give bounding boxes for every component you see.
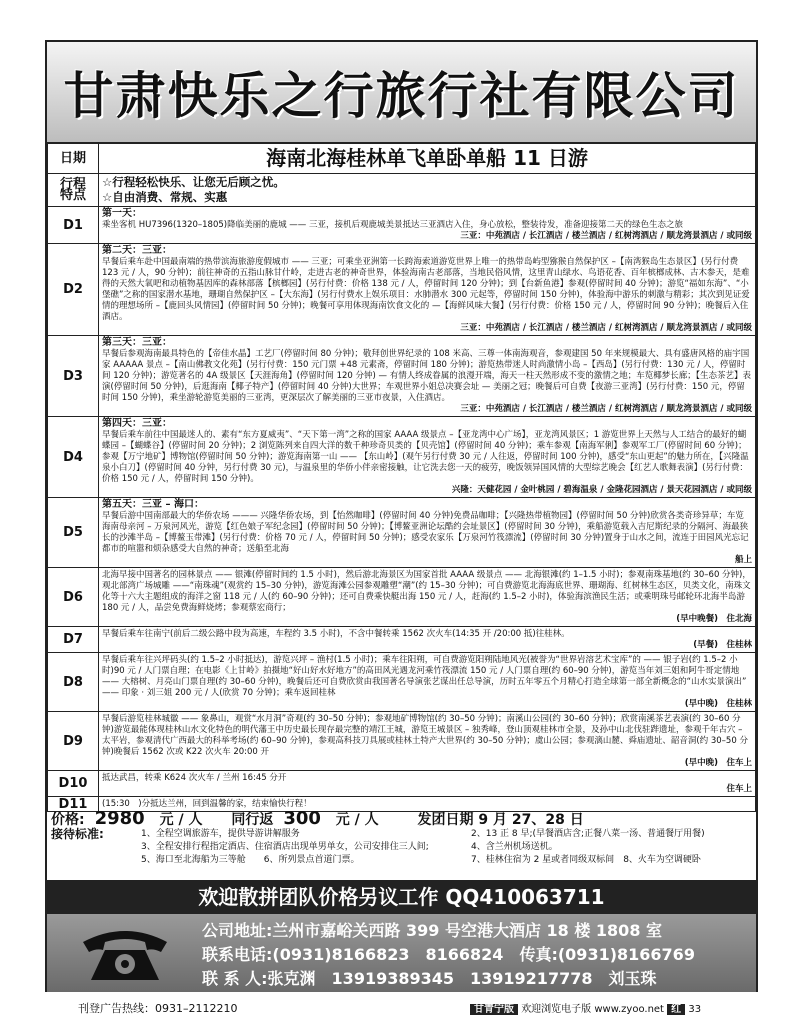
price-label: 价格:: [51, 812, 85, 828]
day-hotels: 住车上: [726, 784, 752, 794]
page-badge: 红: [667, 1004, 685, 1015]
header-banner: [47, 42, 756, 144]
day-content: [99, 417, 756, 498]
day-content: [99, 568, 756, 627]
contact-phone: 联系电话:(0931)8166823 8166824 传真:(0931)8166769: [202, 945, 695, 964]
day-hotels: 三亚：中苑酒店 / 长江酒店 / 楼兰酒店 / 红树湾酒店 / 顺龙湾景酒店 / 或同级: [460, 404, 752, 414]
day-content: [99, 627, 756, 653]
page-number: 33: [688, 1004, 702, 1015]
price-unit: 元 / 人: [159, 812, 203, 828]
features-cell: [99, 174, 756, 207]
day-row: [48, 498, 756, 568]
day-text: 早餐后乘车赴中国最南端的热带滨海旅游度假城市 —— 三亚；可乘坐亚洲第一长跨海索道游览世界上唯一的热带岛屿型猕猴自然保护区 –【南湾猴岛生态景区】(另行付费 123 元 / 人，90 分钟)；前往神奇的五指山脉甘什岭，走进古老的神奇世界，体验海南古老部落，当地民俗风情，这里青山绿水、鸟语花香、百年槟榔成林、古木参天，是难得的天然大氧吧和动植物基因库的森林部落【槟榔园】(另行付费：价格 138 元 / 人，停留时间 120 分钟)；到【台新鱼港】参观(停留时间 40 分钟)；游览“福如东海”、“小堡礁”之称的国家潜水基地，珊瑚自然保护区 –【大东海】(另行付费水上娱乐项目：水肺潜水 300 元起等，停留时间 150 分钟)，体验海中游乐的刺激与精彩；其次到见证爱情的理想场所 –【鹿回头风情园】(停留时间 50 分钟)；晚餐可享用体现海南饮食文化的 —【海鲜风味大餐】(另行付费：价格 150 元 / 人，停留时间 90 分钟)；晚餐后入住酒店。: [102, 257, 750, 322]
day-content: [99, 207, 756, 244]
standards-title: 接待标准:: [51, 827, 104, 841]
day-content: [99, 653, 756, 712]
contact-address: 公司地址:兰州市嘉峪关西路 399 号空港大酒店 18 楼 1808 室: [202, 921, 663, 940]
standards: [51, 828, 755, 867]
day-content: [99, 498, 756, 568]
day-hotels: 船上: [734, 555, 752, 565]
day-hotels: (早中晚) 住桂林: [684, 699, 752, 709]
day-label: D7: [48, 627, 99, 653]
day-label: D8: [48, 653, 99, 712]
day-row: [48, 417, 756, 498]
days-body: [48, 207, 756, 812]
day-text: 早餐后游中国南部最大的华侨农场 ——— 兴隆华侨农场，到【怡然咖啡】(停留时间 40 分钟)免费品咖啡；【兴隆热带植物园】(停留时间 50 分钟)欣赏各类奇珍异草；车览海南母亲河 – 万泉河风光，游览【红色娘子军纪念园】(停留时间 50 分钟)；【博鳌亚洲论坛酷约会址景区】(停留时间 30 分钟)，乘船游览载入吉尼斯纪录的分隔河、海最狭长的沙滩半岛 –【博鳌玉带滩】(另行付费：价格 70 元 / 人，停留时间 50 分钟)；感受农家乐【万泉河竹筏漂流】(停留时间 30 分钟)置身于山水之间，流连于田园风光忘记都市的喧嚣和烦杂感受大自然的神奇；送船至北海: [102, 511, 749, 554]
day-hotels: 兴隆：天健花园 / 金叶桃园 / 碧海温泉 / 金隆花园酒店 / 景天花园酒店 / 或同级: [451, 485, 752, 495]
ad-frame: [45, 40, 758, 992]
day-label: D11: [48, 797, 99, 812]
day-hotels: (早餐) 住桂林: [693, 640, 752, 650]
features-label: 行程 特点: [48, 174, 99, 207]
day-label: D2: [48, 244, 99, 336]
day-text: 早餐后参观海南最具特色的【帝佳水晶】工艺厂(停留时间 80 分钟)；敬拜创世界纪录的 108 米高、三尊一体南海观音，参观建国 50 年来规模最大、具有盛唐风格的庙宇国家 AAAAA 景点 –【南山佛教文化苑】(另行付费：150 元门票 +48 元素斋，停留时间 180 分钟)；游览热带迷人时尚激情小岛 –【西岛】(另行付费：130 元 / 人，停留时间 120 分钟)；游览著名的 4A 级景区【天涯海角】(停留时间 120 分钟) — 有情人终成眷属的浪漫开端，海天一柱天然形成不变的激情之地；车览椰梦长廊；【生态茶艺】表演(停留时间 50 分钟)，后逛海南【椰子特产】(停留时间 40 分钟)大世界；车观世界小姐总决赛会址 — 美丽之冠；晚餐后可自费【夜游三亚湾】(另行付费：150 元，停留时间 150 分钟)，乘坐游轮游览美丽的三亚湾，更深层次了解美丽的三亚市夜景，入住酒店。: [102, 349, 751, 403]
telephone-icon: [75, 920, 175, 986]
date-label: 日期: [48, 143, 99, 174]
day-hotels: 三亚：中苑酒店 / 长江酒店 / 楼兰酒店 / 红树湾酒店 / 顺龙湾景酒店 / 或同级: [460, 323, 752, 333]
day-hotels: (早中晚餐) 住北海: [676, 614, 752, 624]
route-title: 海南北海桂林单飞单卧单船 11 日游: [266, 146, 588, 170]
day-row: [48, 627, 756, 653]
day-content: [99, 336, 756, 417]
day-label: D1: [48, 207, 99, 244]
companion-value: 300: [283, 808, 321, 829]
standard-item: 1、全程空调旅游车，提供导游讲解服务: [141, 829, 300, 839]
day-text: (15:30 )分抵达兰州，回到温馨的家，结束愉快行程！: [102, 799, 312, 809]
itinerary-table: [47, 142, 756, 812]
route-title-cell: [99, 143, 756, 174]
footer-brand: [470, 1000, 701, 1015]
day-title: 第一天：: [102, 208, 142, 219]
tagline: 欢迎浏览电子版 www.zyoo.net: [521, 1004, 664, 1015]
day-text: 早餐后游览桂林城徽 —— 象鼻山，观赏“水月洞”奇观(约 30–50 分钟)；参观地矿博物馆(约 30–50 分钟)；南溪山公园(约 30–60 分钟)；欣赏南溪茶艺表演(约 30–60 分钟)游览最能体现桂林山水文化特色的明代藩王中历史最长现存最完整的靖江王城，游览王城景区 – 独秀峰，登山顶观桂林市全景，及孙中山北伐驻跸遗址，参观千年古穴 – 太平岩，参观清代广西最大的科举考场(约 60–90 分钟)，参观高科技刀具展或桂林土特产大世界(约 30–50 分钟)；虞山公园；参观漓山麓、舜庙遗址、韶音洞(约 30–50 分钟)晚餐后 1562 次或 K22 次火车 20:00 开: [102, 714, 748, 757]
companion-unit: 元 / 人: [335, 812, 379, 828]
day-title: 第二天：三亚：: [102, 245, 172, 256]
companion-label: 同行返: [231, 812, 274, 828]
day-text: 抵达武昌，转乘 K624 次火车 / 兰州 16:45 分开: [102, 773, 287, 783]
welcome-banner: 欢迎散拼团队价格另议工作 QQ410063711: [47, 880, 756, 914]
day-label: D6: [48, 568, 99, 627]
price-value: 2980: [94, 808, 145, 829]
day-label: D5: [48, 498, 99, 568]
day-text: 北海早接中国著名的园林景点 —— 银滩(停留时间约 1.5 小时)，然后游北海景区为国家首批 AAAA 级景点 —— 北海银滩(约 1–1.5 小时)；参观南珠基地(约 30–60 分钟)，观北部湾广场城雕 ——“南珠魂”(观赏约 15–30 分钟)，游览海滩公园参观雕塑“潮”(约 15–30 分钟)；可自费游览北海海底世界、珊瑚海、红树林生态区，贝类文化，南珠文化等十六大主题组成的海洋之窗 118 元 / 人(约 60–90 分钟)；还可自费乘快艇出海 150 元 / 人，赶海(约 1.5–2 小时)，体验海滨渔民生活；或乘明珠号邮轮环北海半岛游 180 元 / 人，品尝免费海鲜烧烤；参观蔡宏商行；: [102, 570, 751, 613]
day-label: D9: [48, 712, 99, 771]
day-title: 第四天：三亚：: [102, 418, 172, 429]
day-row: [48, 653, 756, 712]
ad-hotline: 刊登广告热线：0931–2112210: [78, 1002, 238, 1015]
day-text: 早餐后乘车前往中国最迷人的、素有“东方夏威夷”、“天下第一湾”之称的国家 AAAA 级景点 –【亚龙湾中心广场】，亚龙湾风景区；1 游览世界上天然与人工结合的最好的蝴蝶园 –【蝴蝶谷】(停留时间 20 分钟)；2 浏览陈列来自四大洋的数千种珍奇贝类的【贝壳馆】(停留时间 40 分钟)；乘车参观【南海军俐】参观军工厂(停留时间 60 分钟)；参观【万宁地矿】博物馆(停留时间 50 分钟)；游览海南第一山 —— 【东山岭】(观午另行付费 30 元 / 人往返，停留时间 100 分钟)，感受“东山更起”的魅力所在，【兴隆温泉小白刀】(停留时间 40 分钟，另行付费 30 元)，与温泉里的华侨小伴亲密接触，让它洗去您一天的疲劳，晚饭领异国风情的大型综艺晚会【红艺人歌舞表演】(另行付费：价格 150 元 / 人，停留时间 150 分钟)。: [102, 430, 749, 484]
day-hotels: 三亚：中苑酒店 / 长江酒店 / 楼兰酒店 / 红树湾酒店 / 顺龙湾景酒店 / 或同级: [460, 231, 752, 241]
day-label: D10: [48, 771, 99, 797]
day-title: 第五天：三亚 – 海口：: [102, 499, 204, 510]
standard-item: 5、海口至北海船为三等舱 6、所列景点首道门票。: [141, 855, 360, 865]
day-label: D4: [48, 417, 99, 498]
standard-item: 2、13 正 8 早;(早餐酒店含;正餐八菜一汤、普通餐厅用餐): [471, 829, 705, 839]
day-row: [48, 336, 756, 417]
company-name: 甘肃快乐之行旅行社有限公司: [63, 67, 740, 125]
day-title: 第三天：三亚：: [102, 337, 172, 348]
day-text: 早餐后乘车往南宁(前后二级公路中段为高速，车程约 3.5 小时)，不含中餐转乘 1562 次火车(14:35 开 /20:00 抵)往桂林。: [102, 629, 570, 639]
feature-2: ☆自由消费、常规、实惠: [102, 190, 228, 204]
day-text: 乘坐客机 HU7396(1320–1805)降临美丽的鹿城 —— 三亚，接机后观鹿城美景抵达三亚酒店入住，身心放松，整装待发，准备迎接第二天的绿色生态之旅: [102, 220, 684, 230]
day-content: [99, 771, 756, 797]
day-label: D3: [48, 336, 99, 417]
standard-item: 4、含兰州机场送机。: [471, 842, 558, 852]
feature-1: ☆行程轻松快乐、让您无后顾之忧。: [102, 175, 285, 189]
contact-person: 联 系 人:张克渊 13919389345 13919217778 刘玉珠: [202, 969, 657, 988]
day-text: 早餐后乘车往兴坪码头(约 1.5–2 小时抵达)，游览兴坪 – 渔村(1.5 小时)；乘车往阳朔，可自费游览阳朔陆地风光(被誉为“世界岩溶艺术宝库”的 —— 银子岩(约 1.5–2 小时)90 元 / 人门票自理；在电影《上甘岭》拍摄地“好山好水好地方”的高田风光遇龙河乘竹筏漂流 150 元 / 人门票自理(约 60–90 分钟)，游览当年刘三姐和阿牛哥定情地 —— 大榕树、月亮山门票自理(约 30–60 分钟)，晚餐后还可自费欣赏由我国著名导演张艺谋出任总导演，历时五年零五个月精心打造全球第一部全新概念的“山水实景演出” —— 印象 · 刘三姐 200 元 / 人(欣赏 70 分钟)；乘车返回桂林: [102, 655, 747, 698]
day-content: [99, 712, 756, 771]
standard-item: 3、全程安排行程指定酒店、住宿酒店出现单男单女，公司安排住三人间;: [141, 842, 429, 852]
day-row: [48, 771, 756, 797]
day-hotels: (早中晚) 住车上: [684, 758, 752, 768]
day-row: [48, 244, 756, 336]
contact-block: [47, 914, 756, 992]
day-row: [48, 568, 756, 627]
day-row: [48, 207, 756, 244]
depart-date: 发团日期 9 月 27、28 日: [417, 812, 584, 828]
standard-item: 7、桂林住宿为 2 星或者同级双标间 8、火车为空调硬卧: [471, 855, 701, 865]
brand-badge: 甘青宁版: [470, 1004, 518, 1015]
day-content: [99, 244, 756, 336]
day-row: [48, 712, 756, 771]
price-bar: [51, 808, 751, 829]
